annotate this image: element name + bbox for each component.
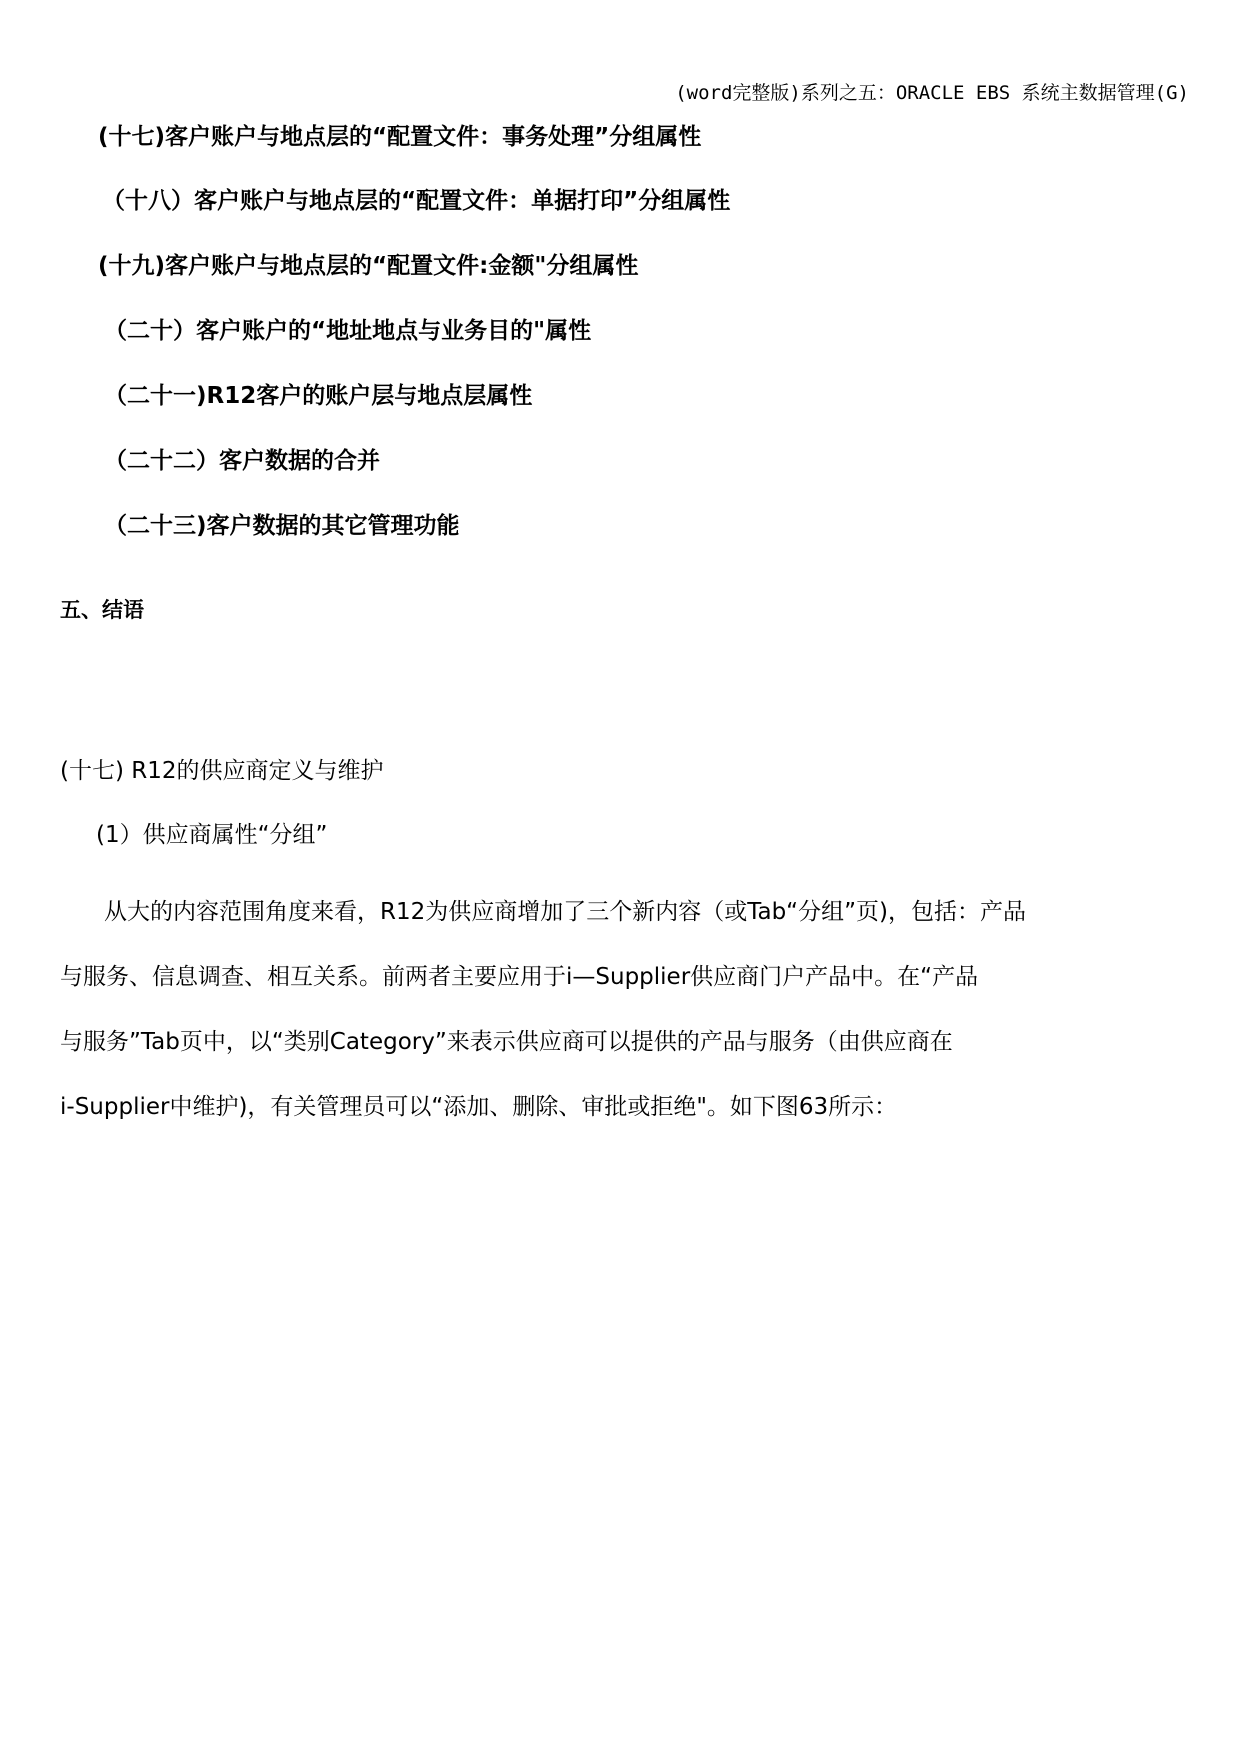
page-header: (word完整版)系列之五：ORACLE EBS 系统主数据管理(G) [675, 82, 1189, 104]
toc-item-21: （二十一)R12客户的账户层与地点层属性 [104, 383, 533, 409]
subsection-item: (1）供应商属性“分组” [96, 822, 328, 848]
paragraph-line-4: i-Supplier中维护)，有关管理员可以“添加、删除、审批或拒绝"。如下图63所示： [60, 1094, 898, 1120]
section-heading-conclusion: 五、结语 [60, 598, 144, 622]
toc-item-20: （二十）客户账户的“地址地点与业务目的"属性 [104, 318, 592, 344]
toc-item-18: （十八）客户账户与地点层的“配置文件：单据打印”分组属性 [102, 188, 731, 214]
toc-item-19: (十九)客户账户与地点层的“配置文件:金额"分组属性 [98, 253, 639, 279]
toc-item-17: (十七)客户账户与地点层的“配置文件：事务处理”分组属性 [98, 124, 702, 150]
body-paragraph [60, 880, 1185, 1140]
paragraph-line-3: 与服务”Tab页中，以“类别Category”来表示供应商可以提供的产品与服务（由供应商在 [60, 1029, 953, 1055]
subsection-title: (十七) R12的供应商定义与维护 [60, 758, 384, 784]
paragraph-line-1: 从大的内容范围角度来看，R12为供应商增加了三个新内容（或Tab“分组”页)，包括：产品 [104, 899, 1026, 925]
paragraph-line-2: 与服务、信息调查、相互关系。前两者主要应用于i—Supplier供应商门户产品中。在“产品 [60, 964, 979, 990]
toc-item-23: （二十三)客户数据的其它管理功能 [104, 513, 460, 539]
toc-item-22: （二十二）客户数据的合并 [104, 448, 380, 474]
